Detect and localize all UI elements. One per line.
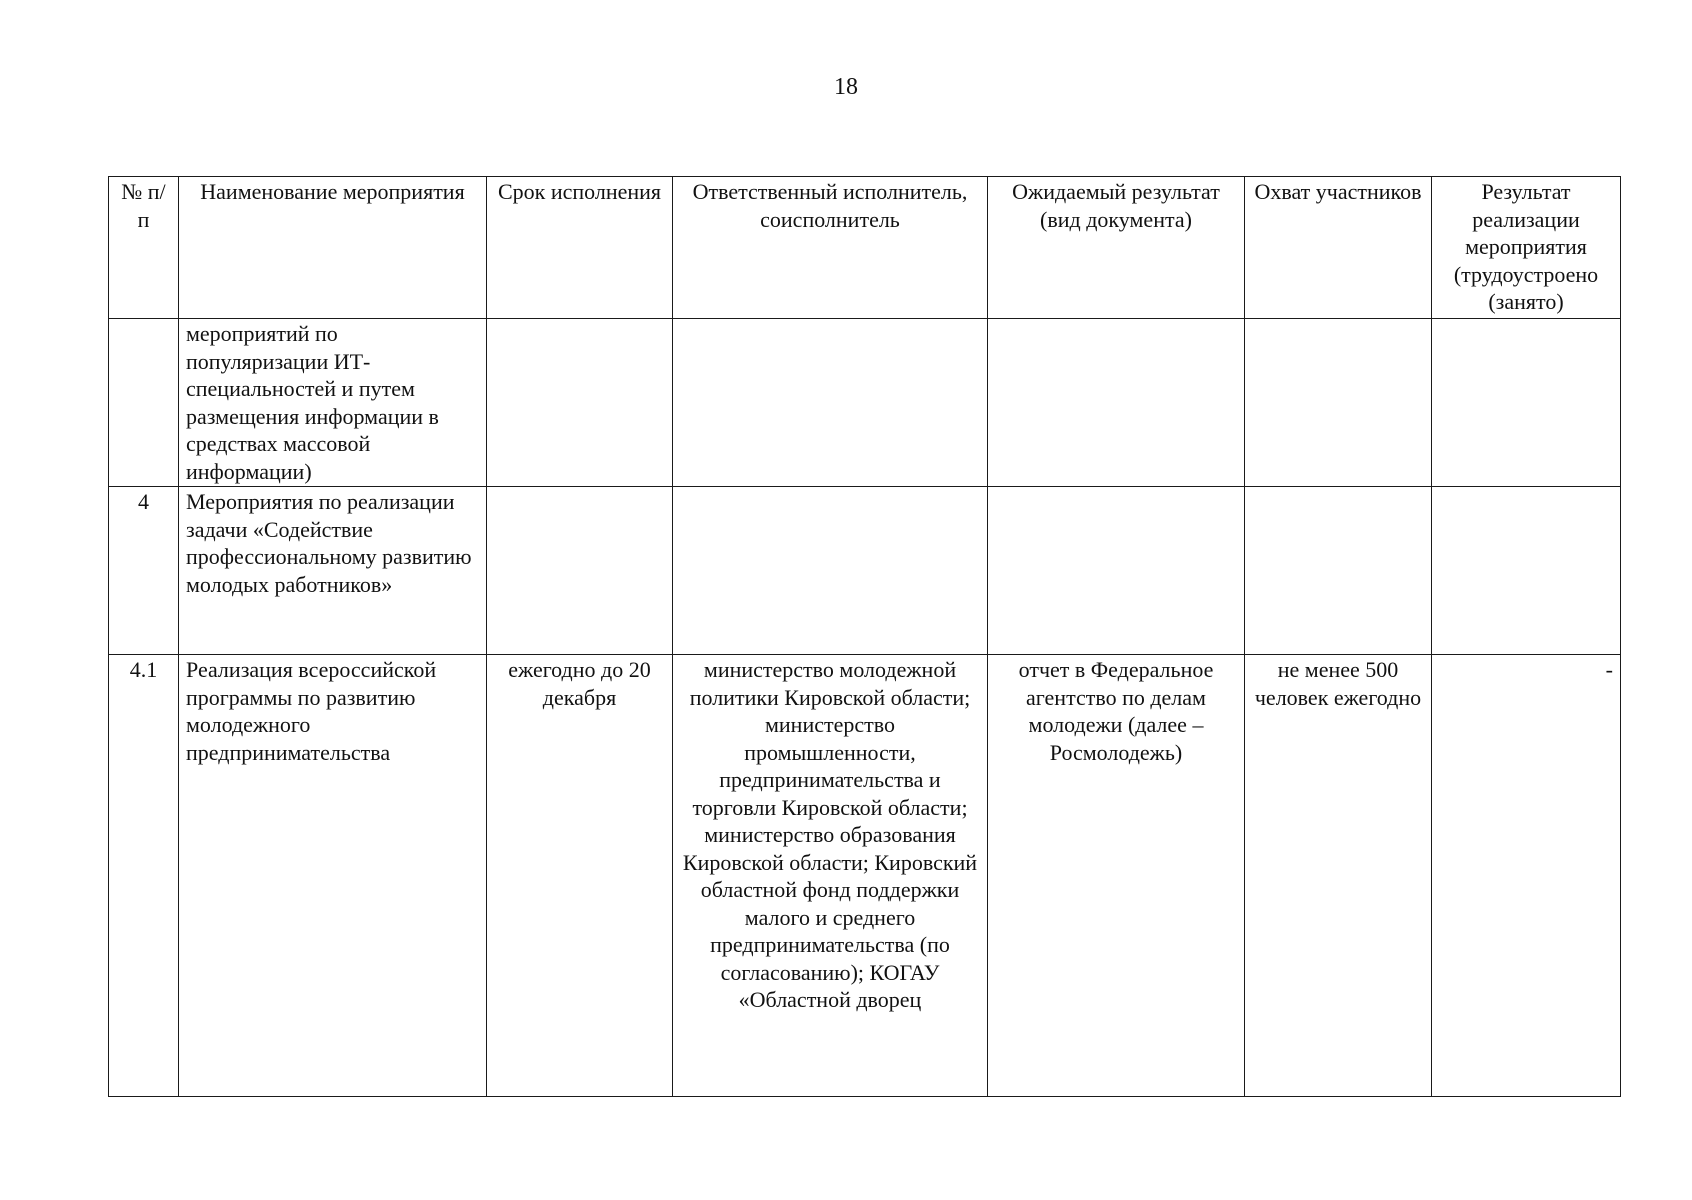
header-expected-result: Ожидаемый результат (вид документа)	[988, 177, 1245, 319]
cell-coverage	[1245, 319, 1432, 487]
cell-expected-result	[988, 487, 1245, 655]
cell-deadline	[487, 319, 673, 487]
cell-expected-result: отчет в Федеральное агентство по делам молодежи (далее – Росмолодежь)	[988, 655, 1245, 1097]
cell-expected-result	[988, 319, 1245, 487]
cell-coverage: не менее 500 человек ежегодно	[1245, 655, 1432, 1097]
cell-executor	[673, 487, 988, 655]
header-name: Наименование мероприятия	[179, 177, 487, 319]
header-coverage: Охват участников	[1245, 177, 1432, 319]
header-num: № п/п	[109, 177, 179, 319]
cell-name: Реализация всероссийской программы по развитию молодежного предпринимательства	[179, 655, 487, 1097]
cell-executor: министерство молодежной политики Кировской области; министерство промышленности, предпринимательства и торговли Кировской области; министерство образования Кировской области; Кировский областной фонд поддержки малого и среднего предпринимательства (по согласованию); КОГАУ «Областной дворец	[673, 655, 988, 1097]
table-row	[109, 655, 1621, 1097]
cell-coverage	[1245, 487, 1432, 655]
cell-implementation-result	[1432, 319, 1621, 487]
cell-deadline: ежегодно до 20 декабря	[487, 655, 673, 1097]
table-row	[109, 319, 1621, 487]
header-deadline: Срок исполнения	[487, 177, 673, 319]
cell-name: Мероприятия по реализации задачи «Содействие профессиональному развитию молодых работников»	[179, 487, 487, 655]
cell-executor	[673, 319, 988, 487]
cell-name: мероприятий по популяризации ИТ-специальностей и путем размещения информации в средствах массовой информации)	[179, 319, 487, 487]
page-number: 18	[834, 74, 858, 100]
cell-num: 4	[109, 487, 179, 655]
table-header-row	[109, 177, 1621, 319]
cell-deadline	[487, 487, 673, 655]
cell-implementation-result	[1432, 487, 1621, 655]
header-executor: Ответственный исполнитель, соисполнитель	[673, 177, 988, 319]
activities-table	[108, 176, 1621, 1097]
header-implementation-result: Результат реализации мероприятия (трудоустроено (занято)	[1432, 177, 1621, 319]
cell-num: 4.1	[109, 655, 179, 1097]
cell-num	[109, 319, 179, 487]
table-row	[109, 487, 1621, 655]
cell-implementation-result: -	[1432, 655, 1621, 1097]
